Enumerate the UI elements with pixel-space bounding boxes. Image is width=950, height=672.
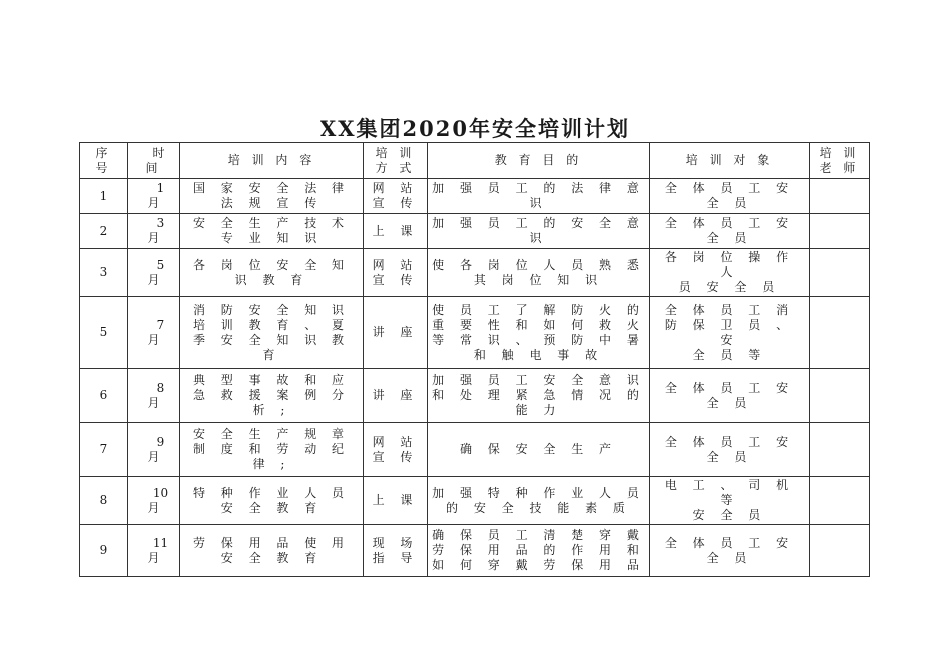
training-plan-table	[79, 142, 870, 577]
cell-purpose	[428, 297, 650, 369]
cell-time	[128, 369, 180, 423]
header-cell-time-line: 时	[152, 145, 169, 160]
cell-purpose-line: 和 触 电 事 故	[473, 347, 604, 362]
cell-purpose-line: 劳 保 用 品 的 作 用 和	[432, 543, 645, 557]
cell-time-line: 月	[147, 395, 160, 410]
cell-time-line: 月	[147, 500, 160, 515]
table-header-row	[80, 143, 870, 179]
cell-purpose-line: 加 强 员 工 的 法 律 意	[432, 181, 645, 195]
cell-target-line: 员 安 全 员	[678, 280, 781, 294]
cell-content	[180, 249, 364, 297]
cell-method-line: 网 站	[372, 434, 419, 449]
cell-content	[180, 214, 364, 249]
header-cell-target-line: 培 训 对 象	[685, 153, 774, 167]
cell-time	[128, 297, 180, 369]
cell-time-line: 5	[156, 257, 165, 272]
header-cell-method-line: 方 式	[375, 160, 416, 175]
cell-content-line: 劳 保 用 品 使 用	[192, 535, 351, 550]
cell-time-line: 7	[156, 317, 165, 332]
cell-method	[364, 525, 428, 577]
cell-purpose-line: 识	[529, 231, 548, 245]
cell-purpose-line: 确 保 安 全 生 产	[459, 442, 618, 456]
cell-content-line: 安 全 生 产 规 章	[192, 427, 351, 441]
cell-target-line: 防 保 卫 员 、 安	[664, 317, 795, 347]
cell-purpose-line: 如 何 穿 戴 劳 保 用 品	[432, 558, 645, 572]
cell-target-line: 全 体 员 工 消	[664, 302, 795, 317]
cell-time-line: 1	[156, 181, 165, 195]
cell-method-line: 宣 传	[372, 272, 419, 287]
cell-target	[650, 525, 810, 577]
cell-content-line: 国 家 安 全 法 律	[192, 181, 351, 195]
cell-purpose	[428, 179, 650, 214]
cell-time	[128, 423, 180, 477]
cell-teacher	[810, 477, 870, 525]
cell-purpose	[428, 525, 650, 577]
cell-no: 2	[80, 214, 128, 249]
table-row	[80, 297, 870, 369]
cell-content-line: 识 教 育	[234, 272, 309, 287]
cell-purpose-line: 加 强 员 工 的 安 全 意	[432, 216, 645, 230]
cell-content-line: 育	[262, 347, 281, 362]
cell-no: 6	[80, 369, 128, 423]
cell-content	[180, 179, 364, 214]
cell-purpose-line: 和 处 理 紧 急 情 况 的	[432, 388, 645, 402]
cell-content-line: 培 训 教 育 、 夏	[192, 317, 351, 332]
header-cell-time-line: 间	[145, 160, 162, 175]
cell-method-line: 讲 座	[372, 325, 419, 339]
cell-content-line: 特 种 作 业 人 员	[192, 485, 351, 500]
cell-target	[650, 249, 810, 297]
table-row	[80, 214, 870, 249]
cell-method	[364, 477, 428, 525]
table-row	[80, 423, 870, 477]
header-cell-no	[80, 143, 128, 179]
cell-content-line: 律 ;	[252, 457, 291, 471]
cell-teacher	[810, 214, 870, 249]
cell-content-line: 安 全 生 产 技 术	[192, 216, 351, 230]
cell-time-line: 11	[152, 535, 169, 550]
cell-method	[364, 369, 428, 423]
cell-content-line: 各 岗 位 安 全 知	[192, 257, 351, 272]
cell-teacher	[810, 525, 870, 577]
cell-purpose-line: 能 力	[515, 403, 562, 417]
cell-content	[180, 525, 364, 577]
cell-teacher	[810, 179, 870, 214]
header-cell-purpose	[428, 143, 650, 179]
cell-method	[364, 297, 428, 369]
cell-no: 3	[80, 249, 128, 297]
cell-target	[650, 423, 810, 477]
header-cell-target	[650, 143, 810, 179]
cell-teacher	[810, 249, 870, 297]
cell-method-line: 网 站	[372, 181, 419, 195]
cell-method	[364, 249, 428, 297]
cell-teacher	[810, 369, 870, 423]
cell-target-line: 全 员	[706, 196, 753, 210]
cell-content-line: 法 规 宣 传	[220, 196, 323, 210]
cell-target	[650, 477, 810, 525]
cell-time-line: 月	[147, 196, 160, 210]
cell-no: 7	[80, 423, 128, 477]
cell-target-line: 全 体 员 工 安	[664, 181, 795, 195]
cell-target-line: 全 员 等	[692, 347, 767, 362]
cell-purpose-line: 加 强 员 工 安 全 意 识	[432, 373, 645, 387]
cell-time-line: 月	[147, 272, 160, 287]
cell-method-line: 讲 座	[372, 388, 419, 402]
cell-method-line: 上 课	[372, 493, 419, 507]
cell-purpose-line: 识	[529, 196, 548, 210]
cell-target-line: 全 员	[706, 449, 753, 464]
cell-purpose-line: 重 要 性 和 如 何 救 火	[432, 317, 645, 332]
header-cell-purpose-line: 教 育 目 的	[494, 153, 583, 167]
cell-time-line: 8	[156, 380, 165, 395]
cell-purpose	[428, 423, 650, 477]
cell-target-line: 全 员	[706, 550, 753, 565]
cell-target-line: 全 体 员 工 安	[664, 434, 795, 449]
cell-content-line: 季 安 全 知 识 教	[192, 332, 351, 347]
cell-content-line: 典 型 事 故 和 应	[192, 373, 351, 387]
cell-content-line: 安 全 教 育	[220, 500, 323, 515]
cell-purpose-line: 其 岗 位 知 识	[473, 272, 604, 287]
cell-method-line: 现 场	[372, 535, 419, 550]
header-cell-method	[364, 143, 428, 179]
cell-method-line: 上 课	[372, 223, 419, 238]
cell-time	[128, 249, 180, 297]
cell-target	[650, 179, 810, 214]
cell-target	[650, 214, 810, 249]
header-cell-no-line: 号	[95, 160, 112, 175]
cell-time-line: 10	[152, 485, 169, 500]
cell-content-line: 制 度 和 劳 动 纪	[192, 442, 351, 456]
cell-time-line: 月	[147, 449, 160, 464]
cell-purpose-line: 等 常 识 、 预 防 中 暑	[432, 332, 645, 347]
table-row	[80, 249, 870, 297]
table-row	[80, 369, 870, 423]
cell-content	[180, 297, 364, 369]
cell-time-line: 月	[147, 231, 160, 245]
cell-content-line: 析 ;	[252, 403, 291, 417]
cell-target-line: 各 岗 位 操 作 人	[664, 250, 795, 279]
cell-content-line: 专 业 知 识	[220, 231, 323, 245]
cell-method-line: 指 导	[372, 550, 419, 565]
cell-time-line: 月	[147, 550, 160, 565]
cell-method	[364, 423, 428, 477]
cell-teacher	[810, 297, 870, 369]
cell-target-line: 电 工 、 司 机 等	[664, 478, 795, 507]
header-cell-method-line: 培 训	[375, 145, 416, 160]
cell-content	[180, 369, 364, 423]
cell-purpose-line: 确 保 员 工 清 楚 穿 戴	[432, 528, 645, 542]
cell-target-line: 全 体 员 工 安	[664, 216, 795, 230]
cell-time	[128, 477, 180, 525]
cell-no: 8	[80, 477, 128, 525]
cell-purpose	[428, 249, 650, 297]
cell-time-line: 3	[156, 216, 165, 230]
header-cell-teacher-line: 培 训	[819, 145, 860, 160]
header-cell-teacher	[810, 143, 870, 179]
cell-method	[364, 214, 428, 249]
cell-target-line: 全 体 员 工 安	[664, 380, 795, 395]
cell-method-line: 宣 传	[372, 196, 419, 210]
cell-target-line: 全 员	[706, 231, 753, 245]
cell-method-line: 宣 传	[372, 449, 419, 464]
cell-target-line: 全 体 员 工 安	[664, 535, 795, 550]
cell-purpose-line: 的 安 全 技 能 素 质	[446, 500, 631, 515]
cell-no: 1	[80, 179, 128, 214]
cell-method	[364, 179, 428, 214]
cell-target-line: 安 全 员	[692, 508, 767, 522]
cell-purpose	[428, 369, 650, 423]
table-row	[80, 525, 870, 577]
cell-teacher	[810, 423, 870, 477]
cell-content-line: 消 防 安 全 知 识	[192, 302, 351, 317]
cell-no: 5	[80, 297, 128, 369]
table-row	[80, 179, 870, 214]
cell-time	[128, 179, 180, 214]
cell-content	[180, 423, 364, 477]
cell-time-line: 月	[147, 332, 160, 347]
cell-target-line: 全 员	[706, 395, 753, 410]
cell-purpose	[428, 477, 650, 525]
header-cell-time	[128, 143, 180, 179]
cell-content-line: 安 全 教 育	[220, 550, 323, 565]
header-cell-content-line: 培 训 内 容	[227, 153, 316, 167]
cell-method-line: 网 站	[372, 257, 419, 272]
cell-time	[128, 525, 180, 577]
cell-purpose	[428, 214, 650, 249]
cell-content	[180, 477, 364, 525]
cell-target	[650, 369, 810, 423]
cell-target	[650, 297, 810, 369]
cell-content-line: 急 救 援 案 例 分	[192, 388, 351, 402]
cell-time-line: 9	[156, 434, 165, 449]
table-row	[80, 477, 870, 525]
cell-purpose-line: 使 各 岗 位 人 员 熟 悉	[432, 257, 645, 272]
header-cell-content	[180, 143, 364, 179]
cell-purpose-line: 使 员 工 了 解 防 火 的	[432, 302, 645, 317]
page-title: XX集团2020年安全培训计划	[319, 116, 631, 141]
header-cell-no-line: 序	[95, 145, 112, 160]
cell-purpose-line: 加 强 特 种 作 业 人 员	[432, 485, 645, 500]
cell-time	[128, 214, 180, 249]
cell-no: 9	[80, 525, 128, 577]
header-cell-teacher-line: 老 师	[819, 160, 860, 175]
